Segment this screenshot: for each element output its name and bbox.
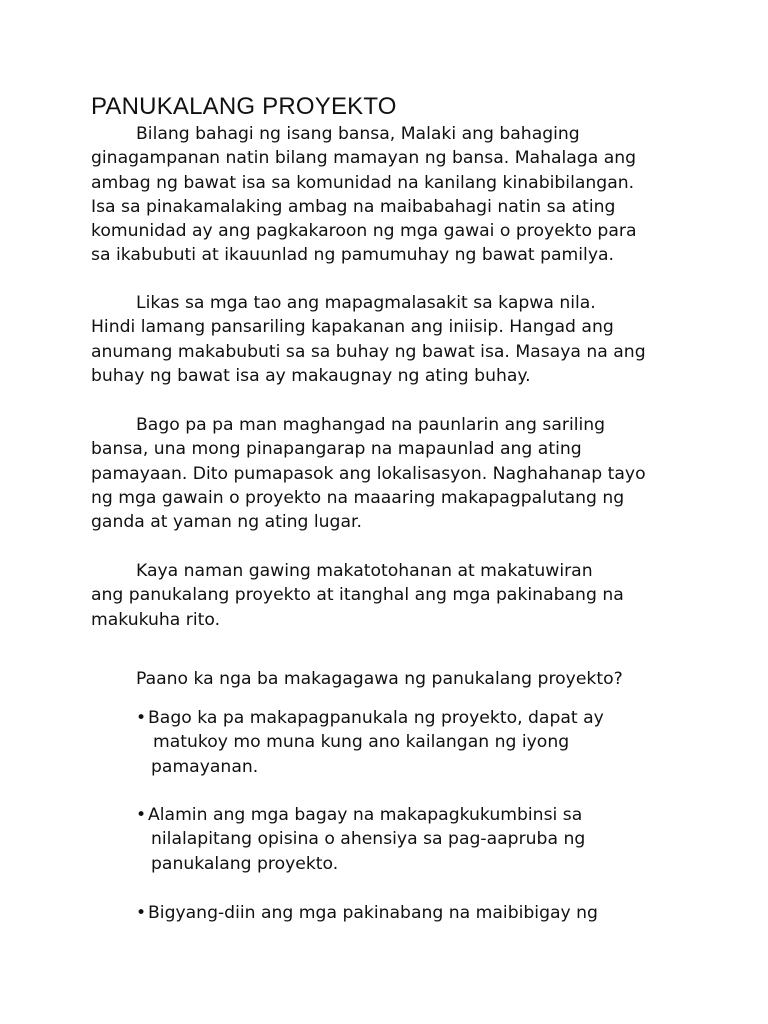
paragraph-line: anumang makabubuti sa sa buhay ng bawat isa. Masaya na ang [91,341,646,362]
bullet-text: Bago ka pa makapagpanukala ng proyekto, dapat ay [148,708,604,728]
paragraph-line: ambag ng bawat isa sa komunidad na kanilang kinabibilangan. [91,172,635,193]
paragraph-line: Likas sa mga tao ang mapagmalasakit sa kapwa nila. [136,293,596,313]
bullet-icon: • [136,805,147,825]
paragraph-1 [91,122,636,268]
paragraph-4 [91,559,624,632]
paragraph-line: ganda at yaman ng ating lugar. [91,512,362,533]
bullet-first-line [136,803,585,827]
paragraph-line: buhay ng bawat isa ay makaugnay ng ating buhay. [91,365,531,386]
paragraph-line: pamayaan. Dito pumapasok ang lokalisasyon. Naghahanap tayo [91,463,646,484]
paragraph-line: sa ikabubuti at ikauunlad ng pamumuhay ng bawat pamilya. [91,245,614,266]
paragraph-line: bansa, una mong pinapangarap na mapaunlad ang ating [91,439,582,460]
bullet-first-line [136,706,604,730]
paragraph-line: komunidad ay ang pagkakaroon ng mga gawai o proyekto para [91,221,637,242]
bullet-text: Bigyang-diin ang mga pakinabang na maibibigay ng [148,903,598,923]
bullet-text: Alamin ang mga bagay na makapagkukumbinsi sa [148,805,583,825]
bullet-item-2 [136,803,585,876]
paragraph-line: Bago pa pa man maghangad na paunlarin ang sariling [136,415,606,435]
bullet-text: panukalang proyekto. [151,853,339,874]
paragraph-2 [91,291,646,388]
paragraph-line: Hindi lamang pansariling kapakanan ang iniisip. Hangad ang [91,317,614,338]
paragraph-line: ginagampanan natin bilang mamayan ng bansa. Mahalaga ang [91,148,637,169]
bullet-first-line [136,901,598,925]
paragraph-line: Kaya naman gawing makatotohanan at makatuwiran [136,561,593,581]
paragraph-line: Isa sa pinakamalaking ambag na maibabahagi natin sa ating [91,196,616,217]
bullet-text: matukoy mo muna kung ano kailangan ng iyong [153,732,570,753]
paragraph-line: makukuha rito. [91,609,221,630]
question-heading: Paano ka nga ba makagagawa ng panukalang proyekto? [136,669,623,689]
bullet-icon: • [136,903,147,923]
bullet-icon: • [136,708,147,728]
paragraph-line: ang panukalang proyekto at itanghal ang mga pakinabang na [91,585,624,606]
page-title: PANUKALANG PROYEKTO [91,93,397,120]
bullet-item-3 [136,901,598,925]
bullet-text: pamayanan. [151,756,259,777]
paragraph-line: ng mga gawain o proyekto na maaaring makapagpalutang ng [91,487,625,508]
paragraph-3 [91,413,646,534]
paragraph-line: Bilang bahagi ng isang bansa, Malaki ang bahaging [136,124,580,144]
bullet-item-1 [136,706,604,779]
bullet-text: nilalapitang opisina o ahensiya sa pag-aapruba ng [151,829,586,850]
